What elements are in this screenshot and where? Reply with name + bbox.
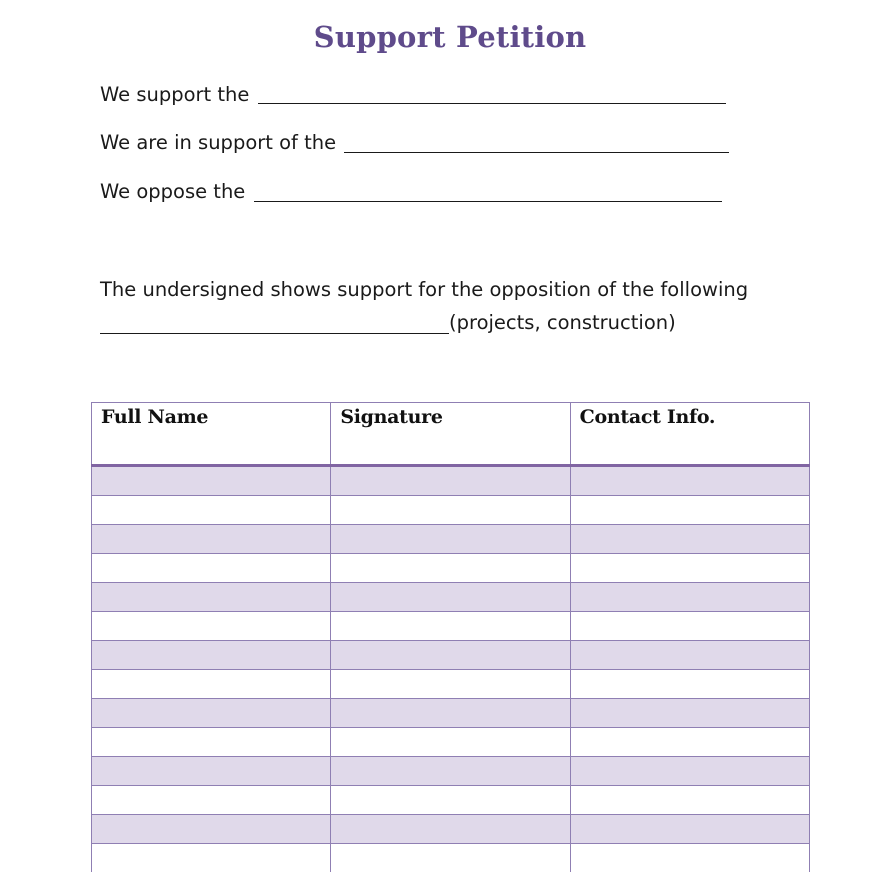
oppose-blank[interactable] [254,201,722,202]
cell-signature[interactable] [331,525,570,554]
signature-table-body [92,466,810,872]
table-row [92,641,810,670]
cell-full-name[interactable] [92,786,331,815]
cell-signature[interactable] [331,612,570,641]
table-row [92,699,810,728]
oppose-label: We oppose the [100,180,246,203]
cell-contact-info[interactable] [570,466,809,496]
table-row [92,554,810,583]
cell-contact-info[interactable] [570,670,809,699]
cell-contact-info[interactable] [570,496,809,525]
in-support-label: We are in support of the [100,131,337,154]
in-support-blank[interactable] [344,152,729,153]
cell-signature[interactable] [331,815,570,844]
cell-contact-info[interactable] [570,583,809,612]
cell-contact-info[interactable] [570,612,809,641]
statement-suffix: (projects, construction) [449,311,676,334]
table-row [92,583,810,612]
cell-signature[interactable] [331,496,570,525]
cell-contact-info[interactable] [570,815,809,844]
table-row [92,786,810,815]
cell-full-name[interactable] [92,525,331,554]
cell-full-name[interactable] [92,554,331,583]
header-signature: Signature [331,403,570,466]
cell-full-name[interactable] [92,496,331,525]
cell-signature[interactable] [331,583,570,612]
cell-signature[interactable] [331,844,570,872]
table-row [92,670,810,699]
table-row [92,728,810,757]
oppose-line [100,180,245,204]
support-label: We support the [100,83,250,106]
signature-table-container [91,402,810,872]
cell-signature[interactable] [331,466,570,496]
table-row [92,844,810,872]
cell-full-name[interactable] [92,844,331,872]
table-row [92,612,810,641]
cell-contact-info[interactable] [570,728,809,757]
cell-signature[interactable] [331,699,570,728]
cell-full-name[interactable] [92,699,331,728]
statement-text: The undersigned shows support for the opposition of the following [100,278,749,301]
cell-signature[interactable] [331,728,570,757]
cell-full-name[interactable] [92,815,331,844]
cell-signature[interactable] [331,670,570,699]
support-line [100,83,249,107]
cell-contact-info[interactable] [570,757,809,786]
page-title: Support Petition [313,20,587,54]
cell-signature[interactable] [331,554,570,583]
table-row [92,815,810,844]
signature-table [91,402,810,872]
cell-full-name[interactable] [92,466,331,496]
support-blank[interactable] [258,103,726,104]
cell-contact-info[interactable] [570,554,809,583]
header-contact-info: Contact Info. [570,403,809,466]
cell-full-name[interactable] [92,612,331,641]
in-support-line [100,131,336,155]
cell-signature[interactable] [331,786,570,815]
projects-blank[interactable] [100,333,449,334]
table-row [92,496,810,525]
table-row [92,466,810,496]
cell-full-name[interactable] [92,583,331,612]
cell-full-name[interactable] [92,670,331,699]
cell-contact-info[interactable] [570,699,809,728]
cell-signature[interactable] [331,757,570,786]
cell-signature[interactable] [331,641,570,670]
cell-full-name[interactable] [92,728,331,757]
cell-full-name[interactable] [92,641,331,670]
table-row [92,757,810,786]
cell-full-name[interactable] [92,757,331,786]
table-header-row [92,403,810,466]
table-row [92,525,810,554]
cell-contact-info[interactable] [570,786,809,815]
cell-contact-info[interactable] [570,525,809,554]
cell-contact-info[interactable] [570,641,809,670]
cell-contact-info[interactable] [570,844,809,872]
header-full-name: Full Name [92,403,331,466]
